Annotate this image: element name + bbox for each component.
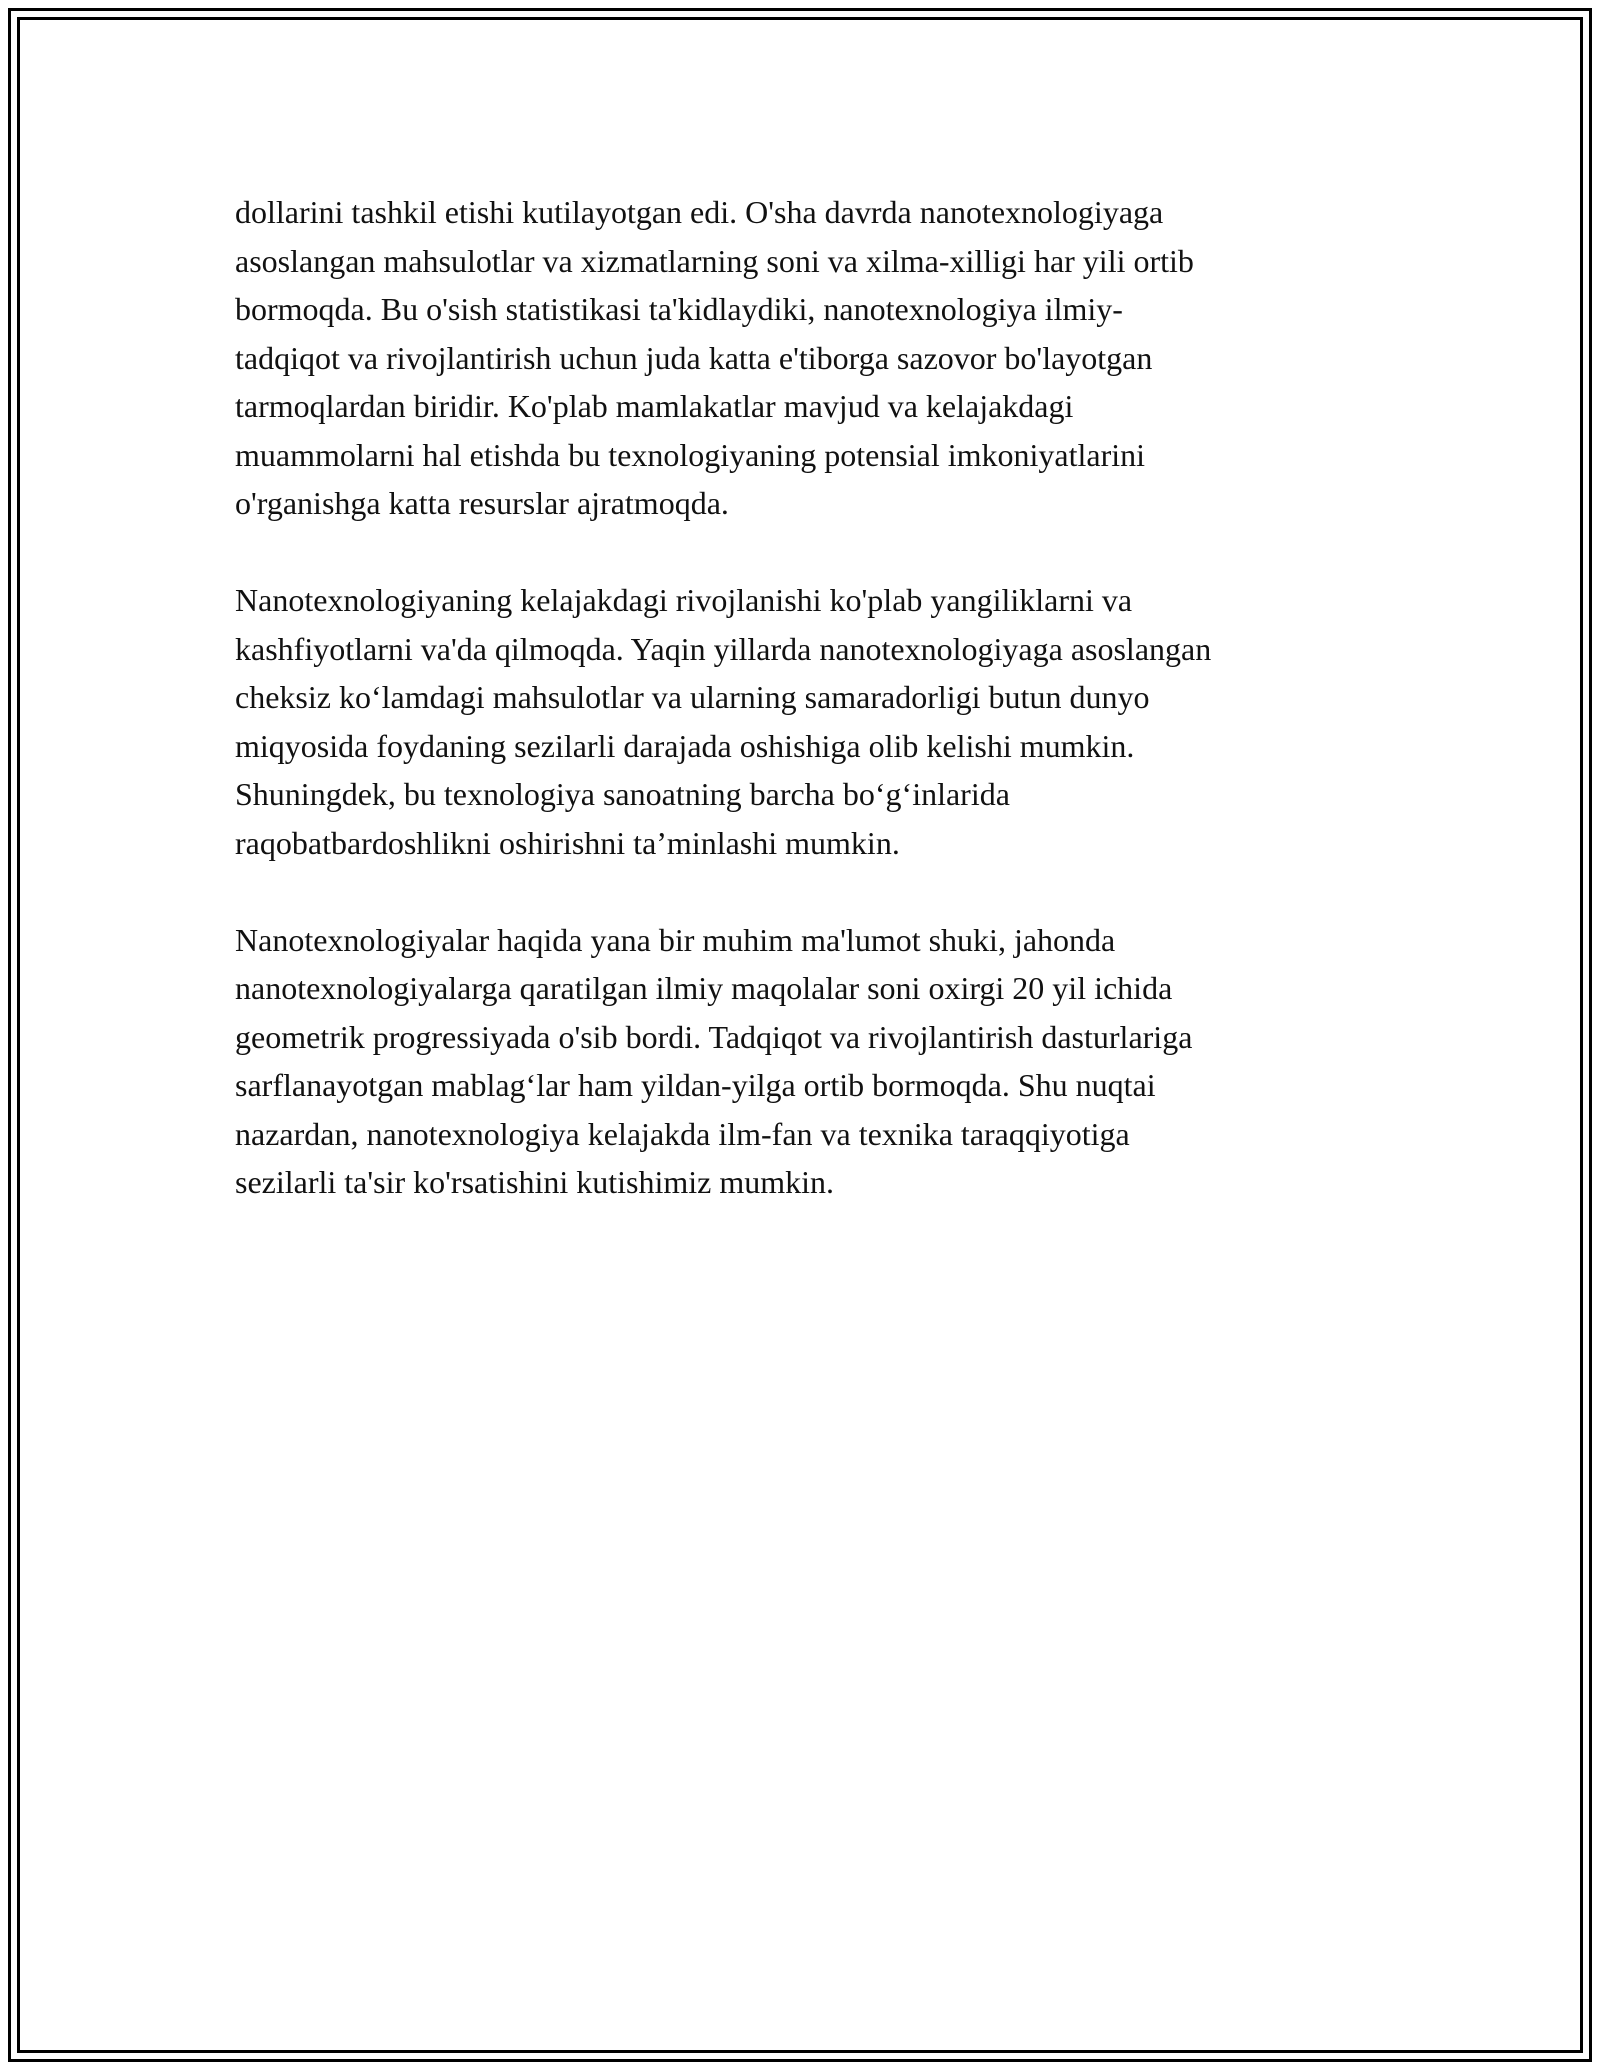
paragraph-2: Nanotexnologiyaning kelajakdagi rivojlanishi ko'plab yangiliklarni va kashfiyotlarni va'da qilmoqda. Yaqin yillarda nanotexnologiyaga asoslangan cheksiz ko‘lamdagi mahsulotlar va ularning samaradorligi butun dunyo miqyosida foydaning sezilarli darajada oshishiga olib kelishi mumkin. Shuningdek, bu texnologiya sanoatning barcha bo‘g‘inlarida raqobatbardoshlikni oshirishni ta’minlashi mumkin.: [235, 582, 1212, 861]
paragraph-3: Nanotexnologiyalar haqida yana bir muhim ma'lumot shuki, jahonda nanotexnologiyalarga qaratilgan ilmiy maqolalar soni oxirgi 20 yil ichida geometrik progressiyada o'sib bordi. Tadqiqot va rivojlantirish dasturlariga sarflanayotgan mablag‘lar ham yildan-yilga ortib bormoqda. Shu nuqtai nazardan, nanotexnologiya kelajakda ilm-fan va texnika taraqqiyotiga sezilarli ta'sir ko'rsatishini kutishimiz mumkin.: [235, 921, 1193, 1200]
paragraph-1: dollarini tashkil etishi kutilayotgan edi. O'sha davrda nanotexnologiyaga asoslangan mahsulotlar va xizmatlarning soni va xilma-xilligi har yili ortib bormoqda. Bu o'sish statistikasi ta'kidlaydiki, nanotexnologiya ilmiy- tadqiqot va rivojlantirish uchun juda katta e'tiborga sazovor bo'layotgan tarmoqlardan biridir. Ko'plab mamlakatlar mavjud va kelajakdagi muammolarni hal etishda bu texnologiyaning potensial imkoniyatlarini o'rganishga katta resurslar ajratmoqda.: [235, 194, 1194, 521]
document-body: [235, 188, 1375, 1255]
